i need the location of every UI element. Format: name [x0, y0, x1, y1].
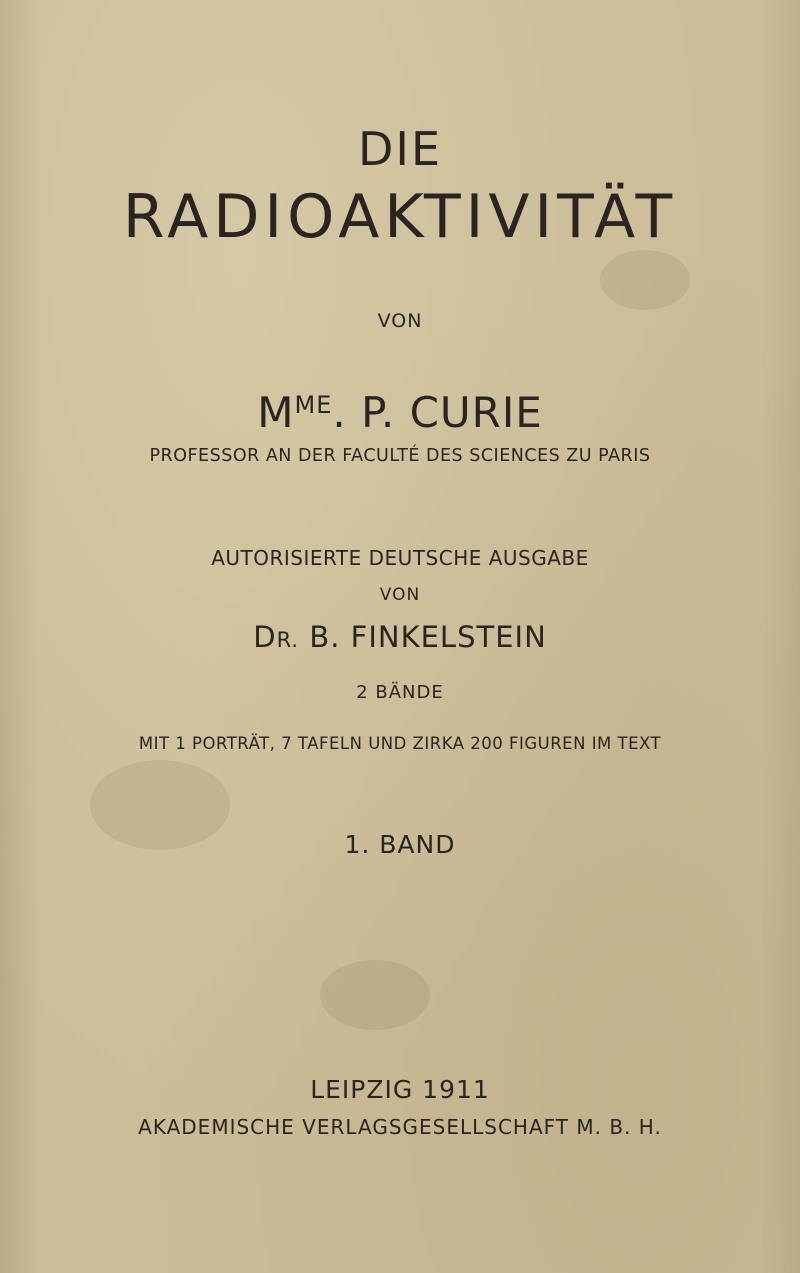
translator-prefix-rest: R. — [276, 628, 300, 652]
translator-surname: B. FINKELSTEIN — [309, 620, 547, 654]
author-name — [0, 388, 800, 437]
book-title: RADIOAKTIVITÄT — [122, 182, 678, 252]
author-prefix: M — [257, 388, 295, 437]
paper-stain — [600, 250, 690, 310]
paper-stain — [320, 960, 430, 1030]
contents-note: MIT 1 PORTRÄT, 7 TAFELN UND ZIRKA 200 FIGUREN IM TEXT — [138, 734, 662, 753]
by-line-translator: VON — [379, 585, 421, 605]
volume-count: 2 BÄNDE — [356, 682, 444, 703]
edition-note: AUTORISIERTE DEUTSCHE AUSGABE — [211, 546, 589, 570]
place-and-year: LEIPZIG 1911 — [310, 1075, 490, 1104]
author-affiliation: PROFESSOR AN DER FACULTÉ DES SCIENCES ZU PARIS — [149, 446, 651, 466]
by-line-author: VON — [377, 310, 423, 332]
volume-label: 1. BAND — [344, 830, 456, 859]
publisher: AKADEMISCHE VERLAGSGESELLSCHAFT M. B. H. — [138, 1115, 662, 1139]
title-article: DIE — [357, 122, 443, 176]
author-prefix-superscript: ME — [294, 391, 333, 419]
translator-name — [0, 620, 800, 654]
translator-prefix-initial: D — [253, 620, 277, 654]
author-surname: . P. CURIE — [332, 388, 543, 437]
